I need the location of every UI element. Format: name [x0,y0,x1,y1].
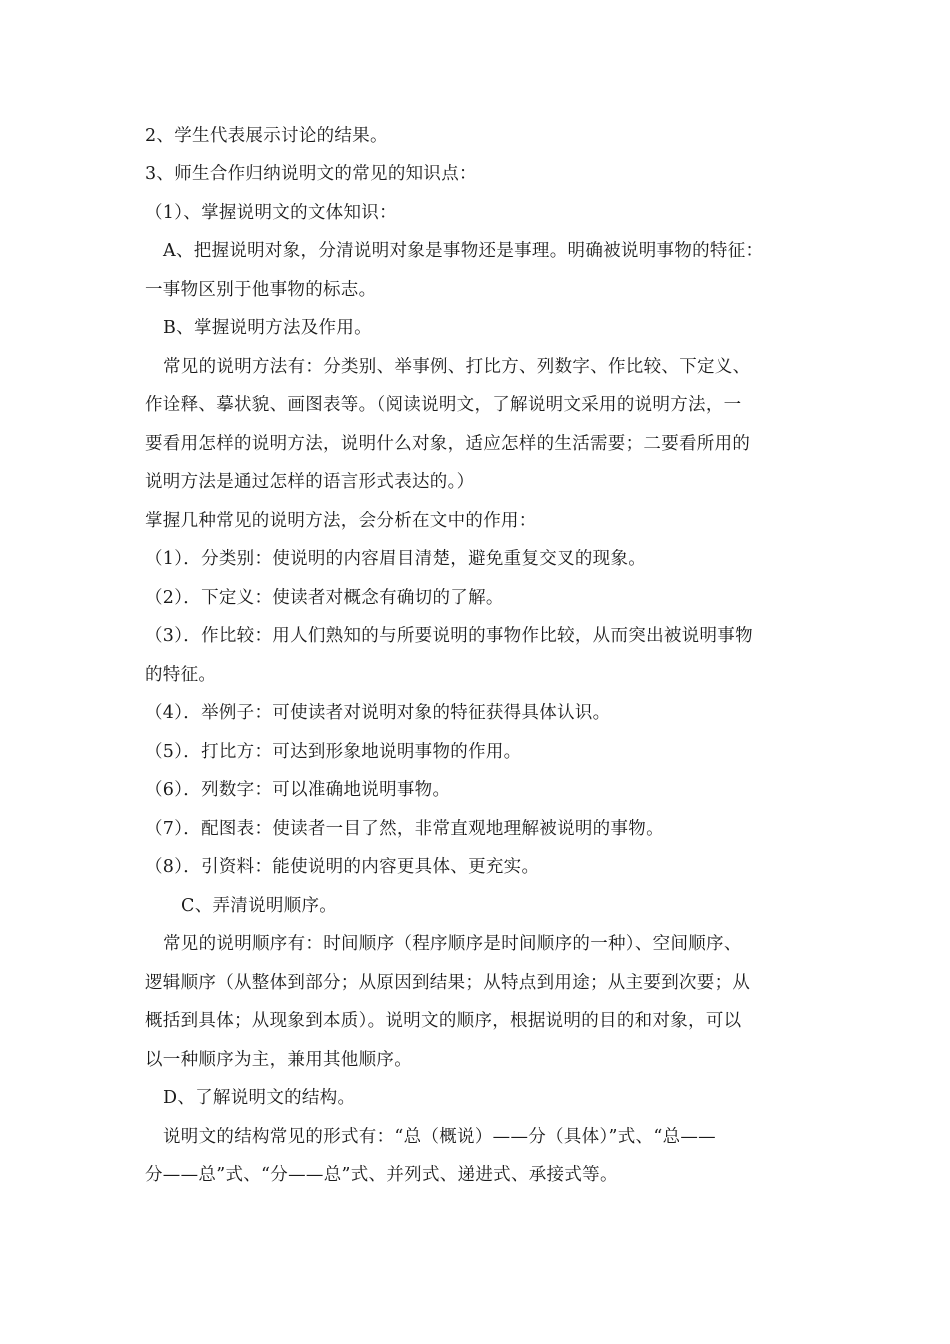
text-line-3: （1）、掌握说明文的文体知识： [145,203,397,223]
text-line-19: （7）．配图表：使读者一目了然，非常直观地理解被说明的事物。 [145,819,664,839]
text-line-17: （5）．打比方：可达到形象地说明事物的作用。 [145,742,522,762]
text-line-13: （2）．下定义：使读者对概念有确切的了解。 [145,588,504,608]
text-line-15: 的特征。 [145,665,217,685]
text-line-8: 作诠释、摹状貌、画图表等。（阅读说明文，了解说明文采用的说明方法，一 [145,395,742,415]
text-line-21: C、弄清说明顺序。 [181,896,338,916]
text-line-6: B、掌握说明方法及作用。 [163,318,372,338]
text-line-28: 分——总”式、“分——总”式、并列式、递进式、承接式等。 [145,1165,618,1185]
text-line-18: （6）．列数字：可以准确地说明事物。 [145,780,451,800]
text-line-16: （4）．举例子：可使读者对说明对象的特征获得具体认识。 [145,703,611,723]
text-line-20: （8）．引资料：能使说明的内容更具体、更充实。 [145,857,540,877]
text-line-23: 逻辑顺序（从整体到部分；从原因到结果；从特点到用途；从主要到次要；从 [145,973,751,993]
text-line-25: 以一种顺序为主，兼用其他顺序。 [145,1050,412,1070]
text-line-7: 常见的说明方法有：分类别、举事例、打比方、列数字、作比较、下定义、 [163,357,751,377]
text-line-14: （3）．作比较：用人们熟知的与所要说明的事物作比较，从而突出被说明事物 [145,626,753,646]
text-line-26: D、了解说明文的结构。 [163,1088,356,1108]
text-line-10: 说明方法是通过怎样的语言形式表达的。） [145,472,475,492]
text-line-5: 一事物区别于他事物的标志。 [145,280,377,300]
text-line-27: 说明文的结构常见的形式有：“总（概说）——分（具体）”式、“总—— [163,1127,716,1147]
text-line-4: A、把握说明对象，分清说明对象是事物还是事理。明确被说明事物的特征： [163,241,764,261]
text-line-2: 3、师生合作归纳说明文的常见的知识点： [145,164,477,184]
text-line-11: 掌握几种常见的说明方法，会分析在文中的作用： [145,511,537,531]
text-line-24: 概括到具体；从现象到本质）。说明文的顺序，根据说明的目的和对象，可以 [145,1011,742,1031]
text-line-22: 常见的说明顺序有：时间顺序（程序顺序是时间顺序的一种）、空间顺序、 [163,934,742,954]
text-line-12: （1）．分类别：使说明的内容眉目清楚，避免重复交叉的现象。 [145,549,647,569]
text-line-9: 要看用怎样的说明方法，说明什么对象，适应怎样的生活需要；二要看所用的 [145,434,751,454]
text-line-1: 2、学生代表展示讨论的结果。 [145,126,388,146]
